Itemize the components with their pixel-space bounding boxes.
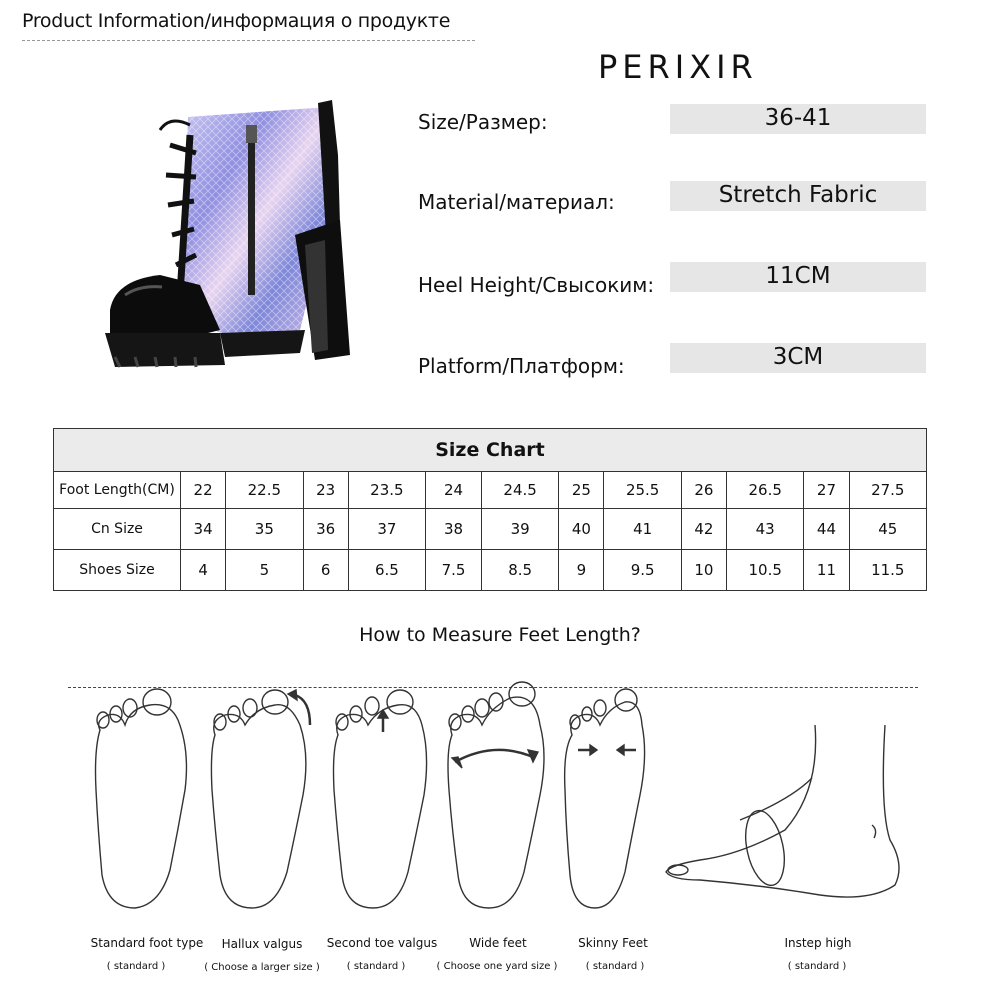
size-chart-title: Size Chart — [54, 429, 927, 472]
table-cell: 45 — [849, 509, 926, 550]
spec-value-heel-height: 11CM — [670, 262, 926, 292]
table-row-foot-length — [54, 472, 927, 509]
foot-note-skinny-feet: ( standard ) — [585, 961, 645, 972]
table-cell: 35 — [226, 509, 303, 550]
table-cell: 23 — [303, 472, 348, 509]
measure-title: How to Measure Feet Length? — [359, 624, 641, 646]
table-row-cn-size — [54, 509, 927, 550]
foot-note-second-toe-valgus: ( standard ) — [346, 961, 406, 972]
foot-hallux-valgus-icon — [211, 690, 310, 908]
brand-name: PERIXIR — [598, 48, 758, 86]
table-cell: 24 — [426, 472, 482, 509]
size-chart-table — [53, 428, 927, 591]
table-cell: 4 — [181, 550, 226, 591]
foot-skinny-feet-icon — [565, 689, 645, 908]
table-cell: 11.5 — [849, 550, 926, 591]
row-header: Cn Size — [54, 509, 181, 550]
spec-value-platform: 3CM — [670, 343, 926, 373]
table-cell: 38 — [426, 509, 482, 550]
table-cell: 44 — [804, 509, 849, 550]
foot-wide-feet-icon — [448, 682, 544, 908]
table-cell: 22 — [181, 472, 226, 509]
table-row-shoes-size — [54, 550, 927, 591]
table-cell: 8.5 — [481, 550, 558, 591]
foot-instep-high-icon — [666, 725, 899, 897]
table-cell: 9.5 — [604, 550, 681, 591]
table-cell: 23.5 — [348, 472, 425, 509]
spec-label-material: Material/материал: — [418, 190, 615, 214]
table-cell: 27 — [804, 472, 849, 509]
table-cell: 11 — [804, 550, 849, 591]
row-header: Foot Length(CM) — [54, 472, 181, 509]
table-cell: 25.5 — [604, 472, 681, 509]
table-cell: 43 — [727, 509, 804, 550]
table-cell: 37 — [348, 509, 425, 550]
table-cell: 22.5 — [226, 472, 303, 509]
page-header-title: Product Information/информация о продукте — [22, 10, 451, 32]
spec-value-material: Stretch Fabric — [670, 181, 926, 211]
table-cell: 6 — [303, 550, 348, 591]
feet-illustrations — [0, 680, 1000, 920]
foot-note-instep-high: ( standard ) — [787, 961, 847, 972]
table-cell: 39 — [481, 509, 558, 550]
row-header: Shoes Size — [54, 550, 181, 591]
table-cell: 25 — [559, 472, 604, 509]
foot-note-wide-feet: ( Choose one yard size ) — [436, 961, 558, 972]
spec-label-heel-height: Heel Height/Свысоким: — [418, 273, 655, 297]
table-cell: 26 — [681, 472, 726, 509]
foot-standard-icon — [96, 689, 187, 908]
table-cell: 7.5 — [426, 550, 482, 591]
table-cell: 24.5 — [481, 472, 558, 509]
table-cell: 40 — [559, 509, 604, 550]
table-cell: 26.5 — [727, 472, 804, 509]
table-cell: 6.5 — [348, 550, 425, 591]
header-divider — [22, 40, 475, 41]
foot-label-second-toe-valgus: Second toe valgus — [326, 936, 438, 950]
table-cell: 42 — [681, 509, 726, 550]
foot-label-wide-feet: Wide feet — [469, 936, 527, 950]
table-cell: 34 — [181, 509, 226, 550]
foot-label-instep-high: Instep high — [784, 936, 852, 950]
spec-value-size: 36-41 — [670, 104, 926, 134]
spec-label-platform: Platform/Платформ: — [418, 354, 625, 378]
table-cell: 10.5 — [727, 550, 804, 591]
table-cell: 9 — [559, 550, 604, 591]
foot-label-hallux-valgus: Hallux valgus — [221, 937, 303, 951]
table-cell: 36 — [303, 509, 348, 550]
table-cell: 10 — [681, 550, 726, 591]
foot-second-toe-valgus-icon — [334, 690, 427, 908]
spec-label-size: Size/Размер: — [418, 110, 548, 134]
table-cell: 27.5 — [849, 472, 926, 509]
product-boot-image — [100, 95, 360, 385]
foot-note-standard: ( standard ) — [106, 961, 166, 972]
table-cell: 41 — [604, 509, 681, 550]
foot-label-standard: Standard foot type — [90, 936, 204, 950]
foot-note-hallux-valgus: ( Choose a larger size ) — [204, 962, 320, 973]
foot-label-skinny-feet: Skinny Feet — [578, 936, 648, 950]
table-cell: 5 — [226, 550, 303, 591]
